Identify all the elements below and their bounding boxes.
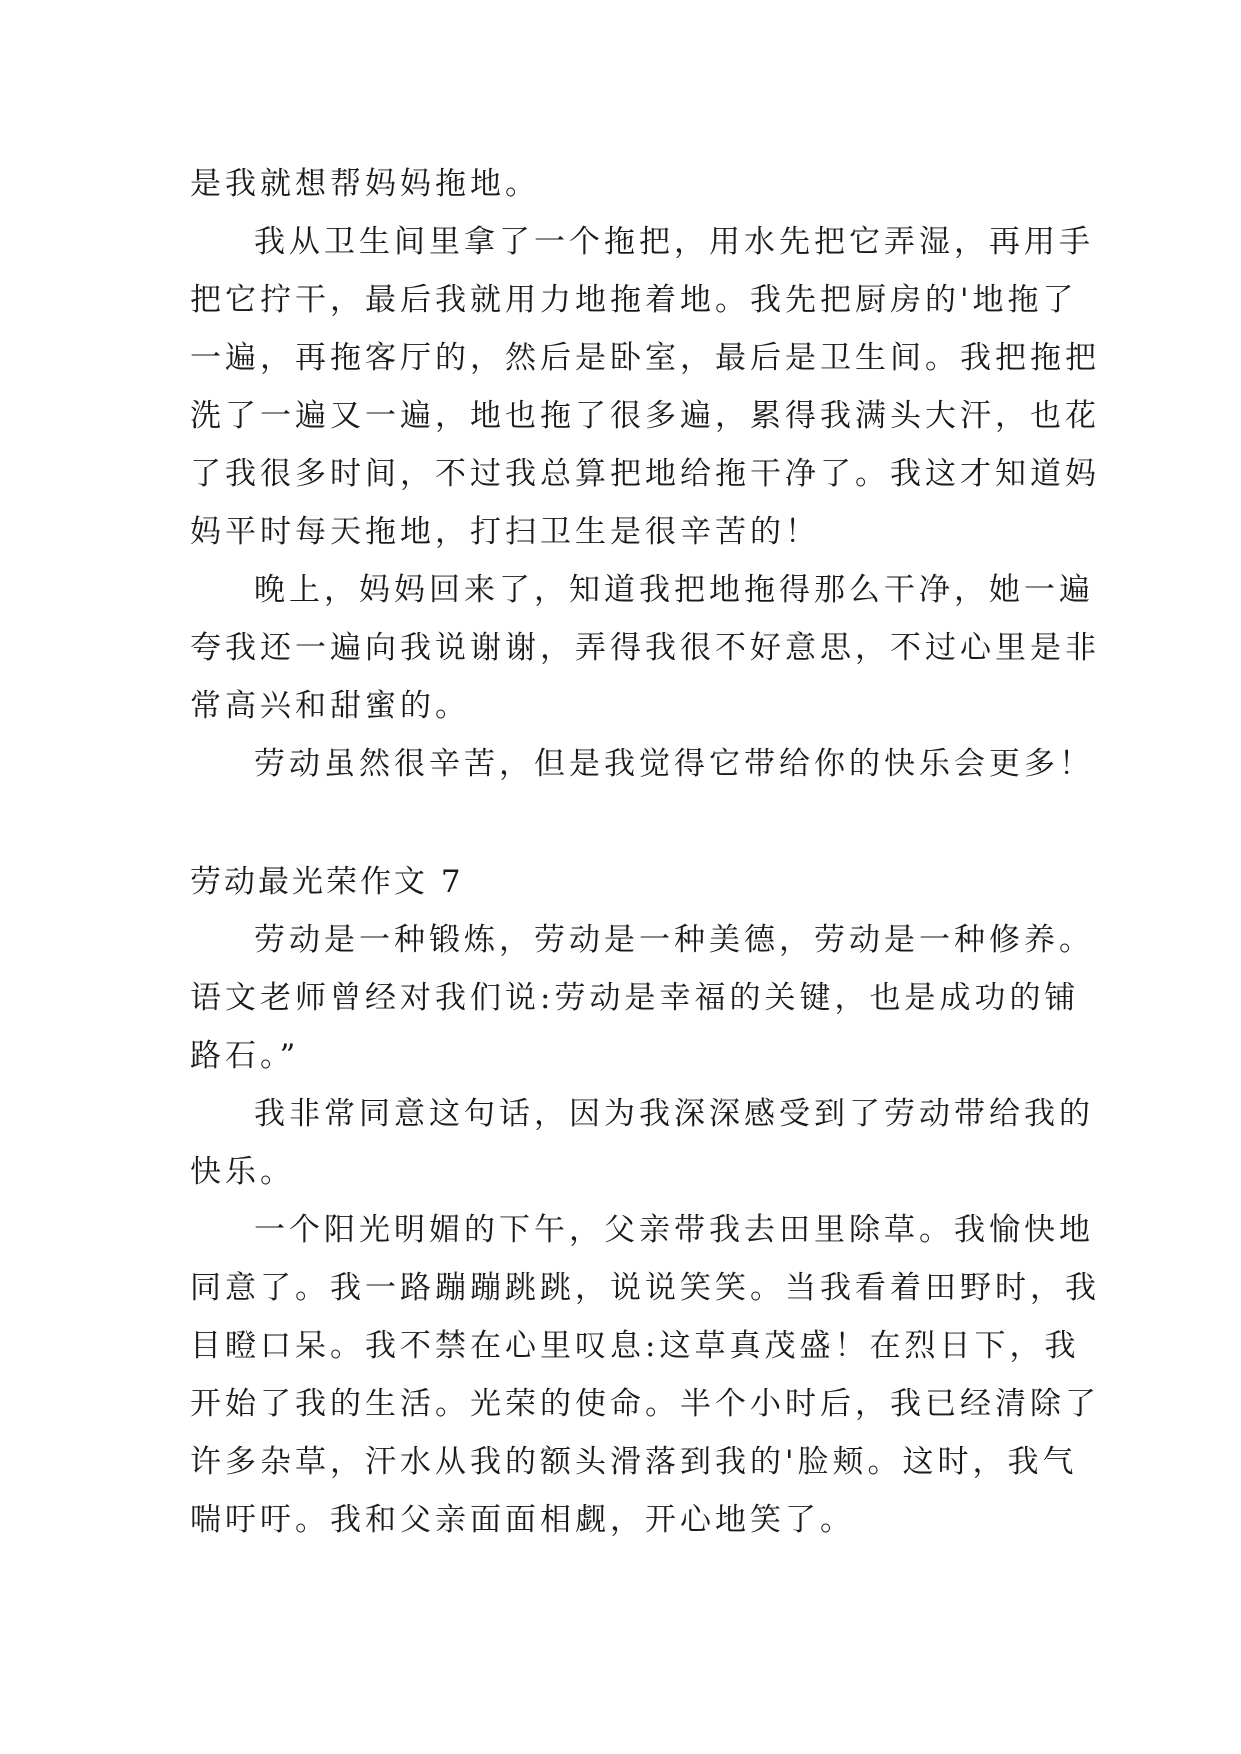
paragraph-line: 洗了一遍又一遍，地也拖了很多遍，累得我满头大汗，也花 — [190, 398, 1100, 434]
paragraph-line: 开始了我的生活。光荣的使命。半个小时后，我已经清除了 — [190, 1386, 1100, 1422]
paragraph-line: 晚上，妈妈回来了，知道我把地拖得那么干净，她一遍 — [254, 572, 1094, 608]
paragraph-line: 劳动是一种锻炼，劳动是一种美德，劳动是一种修养。 — [254, 922, 1094, 958]
paragraph-line: 了我很多时间，不过我总算把地给拖干净了。我这才知道妈 — [190, 456, 1100, 492]
paragraph-line: 我从卫生间里拿了一个拖把，用水先把它弄湿，再用手 — [254, 224, 1094, 260]
paragraph-line: 一遍，再拖客厅的，然后是卧室，最后是卫生间。我把拖把 — [190, 340, 1100, 376]
paragraph-line: 喘吁吁。我和父亲面面相觑，开心地笑了。 — [190, 1502, 855, 1538]
paragraph-line: 路石。” — [190, 1038, 300, 1074]
paragraph-line: 妈平时每天拖地，打扫卫生是很辛苦的！ — [190, 514, 820, 550]
paragraph-line: 目瞪口呆。我不禁在心里叹息:这草真茂盛！在烈日下，我 — [190, 1328, 1080, 1364]
paragraph-line: 一个阳光明媚的下午，父亲带我去田里除草。我愉快地 — [254, 1212, 1094, 1248]
paragraph-line: 把它拧干，最后我就用力地拖着地。我先把厨房的'地拖了 — [190, 282, 1078, 318]
paragraph-line: 同意了。我一路蹦蹦跳跳，说说笑笑。当我看着田野时，我 — [190, 1270, 1100, 1306]
paragraph-line: 劳动虽然很辛苦，但是我觉得它带给你的快乐会更多！ — [254, 746, 1094, 782]
paragraph-line: 我非常同意这句话，因为我深深感受到了劳动带给我的 — [254, 1096, 1094, 1132]
paragraph-line: 快乐。 — [190, 1154, 295, 1190]
paragraph-line: 是我就想帮妈妈拖地。 — [190, 166, 540, 202]
paragraph-line: 语文老师曾经对我们说:劳动是幸福的关键，也是成功的铺 — [190, 980, 1080, 1016]
paragraph-line: 常高兴和甜蜜的。 — [190, 688, 470, 724]
paragraph-line: 夸我还一遍向我说谢谢，弄得我很不好意思，不过心里是非 — [190, 630, 1100, 666]
section-title: 劳动最光荣作文 7 — [190, 864, 464, 900]
paragraph-line: 许多杂草，汗水从我的额头滑落到我的'脸颊。这时，我气 — [190, 1444, 1078, 1480]
